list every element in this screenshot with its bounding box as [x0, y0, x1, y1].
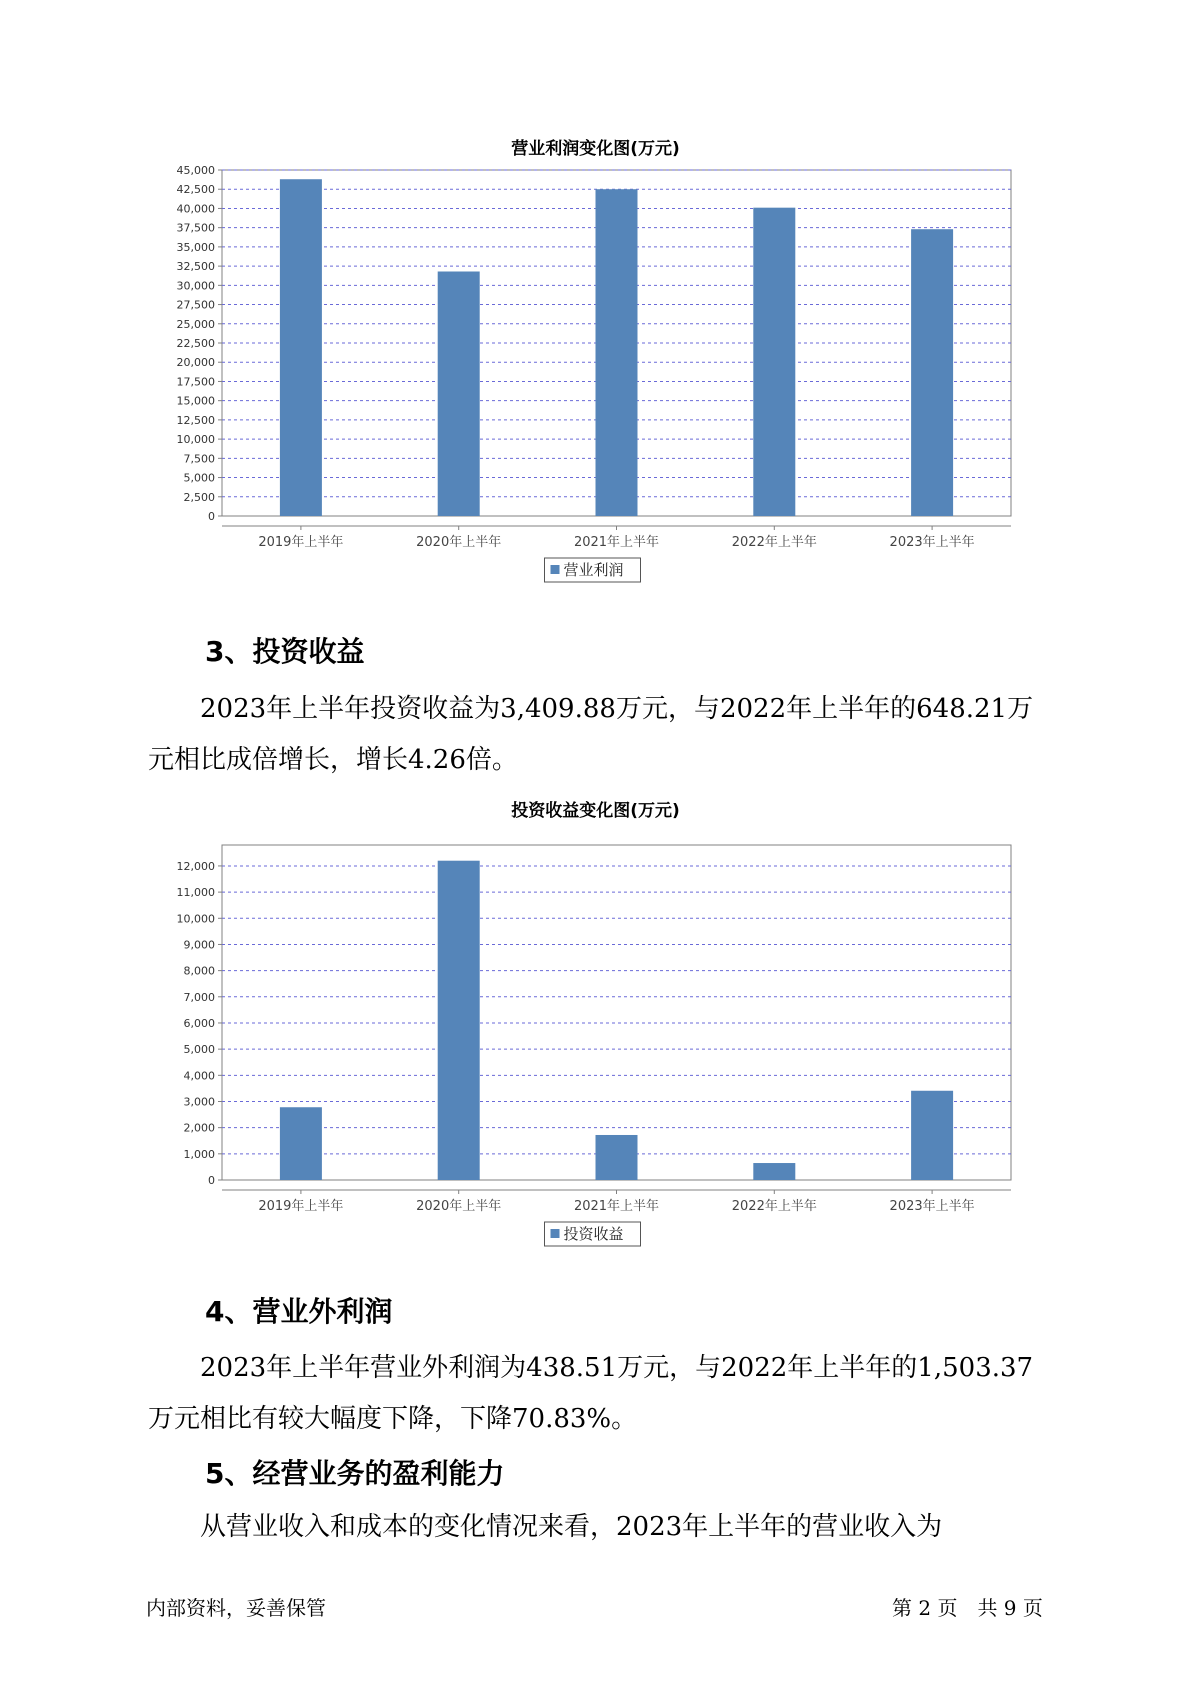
y-tick-label: 2,500 — [183, 490, 215, 504]
section-heading-profitability: 5、经营业务的盈利能力 — [205, 1457, 505, 1490]
y-tick-label: 9,000 — [183, 938, 215, 952]
section-heading-non-operating: 4、营业外利润 — [205, 1295, 393, 1328]
y-tick-label: 15,000 — [176, 394, 215, 408]
x-tick-label: 2023年上半年 — [889, 535, 975, 550]
footer-page-number: 第 2 页 共 9 页 — [892, 1596, 1043, 1620]
x-tick-label: 2019年上半年 — [258, 1199, 344, 1214]
y-tick-label: 17,500 — [176, 375, 215, 389]
y-tick-label: 27,500 — [176, 298, 215, 312]
y-tick-label: 45,000 — [176, 164, 215, 177]
y-tick-label: 0 — [208, 510, 215, 523]
y-tick-label: 8,000 — [183, 964, 215, 978]
y-tick-label: 3,000 — [183, 1095, 215, 1109]
y-tick-label: 20,000 — [176, 356, 215, 370]
paragraph-line: 2023年上半年营业外利润为438.51万元，与2022年上半年的1,503.37 — [200, 1353, 1034, 1383]
bar — [438, 861, 480, 1180]
y-tick-label: 10,000 — [176, 912, 215, 926]
y-tick-label: 0 — [208, 1174, 215, 1187]
y-tick-label: 7,500 — [183, 452, 215, 466]
legend — [545, 1222, 641, 1246]
y-tick-label: 12,500 — [176, 413, 215, 427]
y-tick-label: 37,500 — [176, 221, 215, 235]
x-tick-label: 2020年上半年 — [416, 1199, 502, 1214]
y-tick-label: 5,000 — [183, 1043, 215, 1057]
y-tick-label: 35,000 — [176, 240, 215, 254]
y-tick-label: 11,000 — [176, 886, 215, 900]
y-tick-label: 10,000 — [176, 433, 215, 447]
bar — [596, 1135, 638, 1180]
y-tick-label: 6,000 — [183, 1016, 215, 1030]
legend-swatch — [551, 1229, 560, 1238]
y-tick-label: 30,000 — [176, 279, 215, 293]
bar — [753, 1163, 795, 1180]
x-tick-label: 2019年上半年 — [258, 535, 344, 550]
paragraph-profitability — [148, 1502, 1048, 1553]
bar — [911, 1091, 953, 1180]
plot-area — [222, 845, 1011, 1180]
x-tick-label: 2021年上半年 — [573, 535, 660, 550]
x-tick-label: 2022年上半年 — [731, 535, 817, 550]
y-tick-label: 7,000 — [183, 990, 215, 1004]
paragraph-line: 从营业收入和成本的变化情况来看，2023年上半年的营业收入为 — [200, 1512, 943, 1542]
y-tick-label: 4,000 — [183, 1069, 215, 1083]
paragraph-line: 元相比成倍增长，增长4.26倍。 — [148, 745, 518, 775]
x-tick-label: 2020年上半年 — [416, 535, 502, 550]
x-tick-label: 2023年上半年 — [889, 1199, 975, 1214]
paragraph-line: 万元相比有较大幅度下降，下降70.83%。 — [148, 1404, 638, 1434]
section-heading-investment: 3、投资收益 — [205, 635, 365, 668]
y-tick-label: 22,500 — [176, 337, 215, 350]
profit-chart-title: 营业利润变化图(万元) — [511, 139, 680, 159]
y-tick-label: 25,000 — [176, 317, 215, 331]
y-tick-label: 12,000 — [176, 859, 215, 873]
y-tick-label: 42,500 — [176, 183, 215, 197]
investment-chart-title: 投资收益变化图(万元) — [511, 801, 680, 821]
y-tick-label: 1,000 — [183, 1147, 215, 1161]
footer-confidential: 内部资料，妥善保管 — [146, 1596, 326, 1620]
paragraph-line: 2023年上半年投资收益为3,409.88万元，与2022年上半年的648.21万 — [200, 694, 1034, 724]
y-tick-label: 2,000 — [183, 1121, 215, 1135]
y-tick-label: 32,500 — [176, 260, 215, 274]
y-tick-label: 40,000 — [176, 202, 215, 216]
legend-label: 营业利润 — [563, 561, 624, 579]
x-tick-label: 2022年上半年 — [731, 1199, 817, 1214]
bar — [280, 1107, 322, 1180]
legend-label: 投资收益 — [563, 1225, 624, 1243]
paragraph-non-operating — [148, 1343, 1048, 1445]
x-tick-label: 2021年上半年 — [573, 1199, 660, 1214]
y-tick-label: 5,000 — [183, 471, 215, 485]
